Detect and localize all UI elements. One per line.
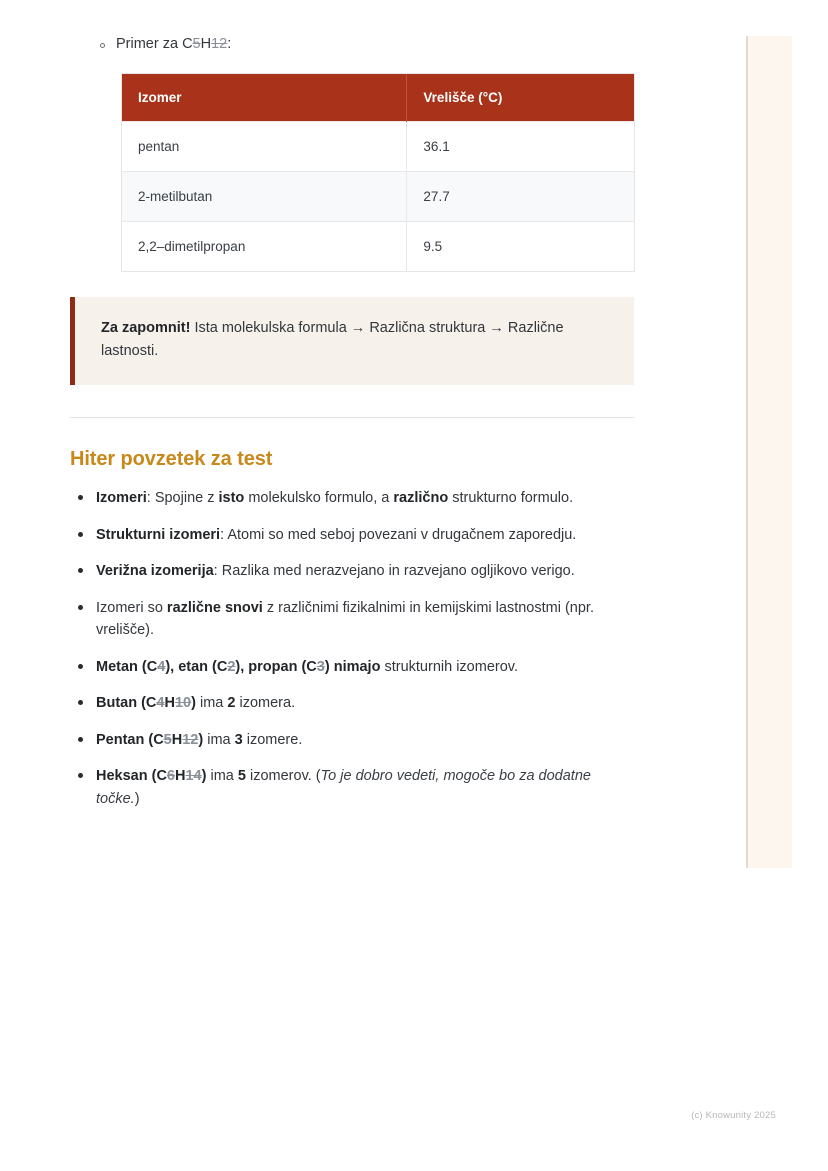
example-note-text [98, 36, 231, 52]
remember-callout [70, 297, 634, 385]
table-header-vrelisce: Vrelišče (°C) [407, 74, 634, 122]
bullet-dot-icon [78, 532, 83, 537]
example-note-prefix: Primer za C [116, 36, 193, 52]
cell-izomer: 2-metilbutan [122, 172, 407, 222]
list-item [70, 597, 634, 642]
bullet-dot-icon [78, 568, 83, 573]
hollow-bullet-icon [100, 43, 105, 48]
table-head [122, 74, 634, 122]
bullet-dot-icon [78, 737, 83, 742]
list-item-text: Heksan (C6H14) ima 5 izomerov. (To je dobro vedeti, mogoče bo za dodatne točke.) [96, 768, 591, 807]
list-item [70, 765, 634, 810]
list-item [70, 729, 634, 751]
list-item-text: Izomeri so različne snovi z različnimi fizikalnimi in kemijskimi lastnostmi (npr. vrelišče). [96, 599, 594, 639]
cell-vrelisce: 27.7 [407, 172, 634, 222]
table-body [122, 122, 634, 272]
cell-izomer: pentan [122, 122, 407, 172]
example-note-mid: H [200, 36, 212, 52]
page-title: Hiter povzetek za test [70, 448, 273, 471]
callout-text: Ista molekulska formula → Različna struktura → Različne lastnosti. [101, 320, 564, 360]
list-item [70, 524, 634, 546]
example-note-strike-5: 5 [192, 36, 201, 52]
document-page [70, 36, 634, 824]
isomer-boiling-point-table [122, 74, 634, 271]
cell-vrelisce: 36.1 [407, 122, 634, 172]
callout-label: Za zapomnit! [101, 320, 191, 336]
example-note-line [70, 36, 634, 52]
table-row [122, 222, 634, 272]
bullet-dot-icon [78, 605, 83, 610]
bullet-dot-icon [78, 700, 83, 705]
list-item-text: Izomeri: Spojine z isto molekulsko formulo, a različno strukturno formulo. [96, 490, 574, 507]
bullet-dot-icon [78, 664, 83, 669]
table-row [122, 122, 634, 172]
list-item [70, 692, 634, 714]
table-header-row [122, 74, 634, 122]
list-item [70, 656, 634, 678]
bullet-dot-icon [78, 495, 83, 500]
example-note-strike-12: 12 [211, 36, 228, 52]
bullet-dot-icon [78, 773, 83, 778]
copyright-footer: (c) Knowunity 2025 [691, 1110, 776, 1121]
list-item-text: Pentan (C5H12) ima 3 izomere. [96, 731, 303, 748]
section-divider [70, 417, 634, 418]
list-item [70, 560, 634, 582]
table-row [122, 172, 634, 222]
cell-izomer: 2,2–dimetilpropan [122, 222, 407, 272]
list-item-text: Metan (C4), etan (C2), propan (C3) nimajo strukturnih izomerov. [96, 658, 518, 675]
list-item [70, 487, 634, 509]
list-item-text: Verižna izomerija: Razlika med nerazvejano in razvejano ogljikovo verigo. [96, 563, 575, 580]
table-header-izomer: Izomer [122, 74, 407, 122]
example-note-suffix: : [227, 36, 232, 52]
cell-vrelisce: 9.5 [407, 222, 634, 272]
decorative-side-strip [746, 36, 792, 868]
list-item-text: Butan (C4H10) ima 2 izomera. [96, 695, 296, 712]
list-item-text: Strukturni izomeri: Atomi so med seboj povezani v drugačnem zaporedju. [96, 526, 577, 543]
summary-list [70, 487, 634, 810]
